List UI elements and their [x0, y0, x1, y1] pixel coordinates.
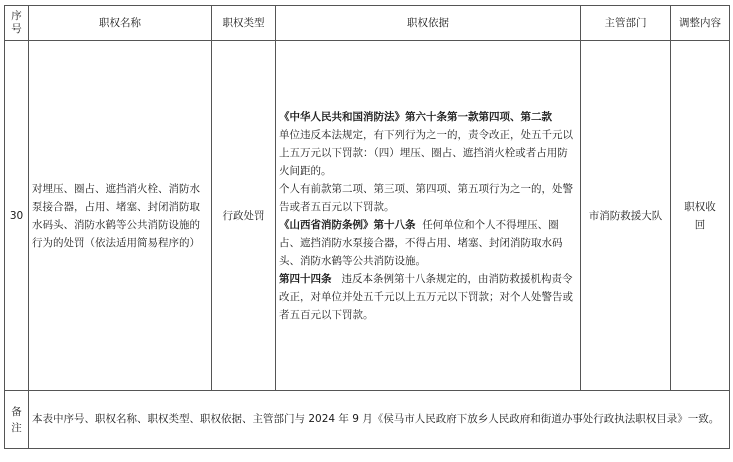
row-name: 对埋压、圈占、遮挡消火栓、消防水泵接合器，占用、堵塞、封闭消防取水码头、消防水鹤等公共消防设施的行为的处罚（依法适用简易程序的） — [29, 41, 212, 391]
row-dept: 市消防救援大队 — [581, 41, 671, 391]
note-row — [5, 391, 730, 449]
header-seq: 序号 — [5, 6, 29, 41]
row-adjust: 职权收回 — [671, 41, 730, 391]
authority-table — [4, 5, 730, 449]
header-dept: 主管部门 — [581, 6, 671, 41]
law1-title: 《中华人民共和国消防法》第六十条第一款第四项、第二款 — [279, 110, 552, 123]
row-seq: 30 — [5, 41, 29, 391]
table-row — [5, 41, 730, 391]
table-header-row — [5, 6, 730, 41]
law1-text1: 单位违反本法规定，有下列行为之一的，责令改正，处五千元以上五万元以下罚款：（四）埋压、圈占、遮挡消火栓或者占用防火间距的。 — [279, 128, 573, 177]
header-name: 职权名称 — [29, 6, 212, 41]
header-type: 职权类型 — [212, 6, 276, 41]
note-label: 备注 — [5, 391, 29, 449]
row-type: 行政处罚 — [212, 41, 276, 391]
header-adjust: 调整内容 — [671, 6, 730, 41]
row-basis — [276, 41, 581, 391]
header-basis: 职权依据 — [276, 6, 581, 41]
law2-title2: 第四十四条 — [279, 272, 332, 285]
law1-text2: 个人有前款第二项、第三项、第四项、第五项行为之一的，处警告或者五百元以下罚款。 — [279, 182, 573, 213]
note-text: 本表中序号、职权名称、职权类型、职权依据、主管部门与 2024 年 9 月《侯马市人民政府下放乡人民政府和街道办事处行政执法职权目录》一致。 — [29, 391, 730, 449]
law2-text2: 违反本条例第十八条规定的，由消防救援机构责令改正，对单位并处五千元以上五万元以下罚款；对个人处警告或者五百元以下罚款。 — [279, 272, 573, 321]
law2-text1: 任何单位和个人不得埋压、圈占、遮挡消防水泵接合器，不得占用、堵塞、封闭消防取水码头、消防水鹤等公共消防设施。 — [279, 218, 563, 267]
law2-title: 《山西省消防条例》第十八条 — [279, 218, 416, 231]
